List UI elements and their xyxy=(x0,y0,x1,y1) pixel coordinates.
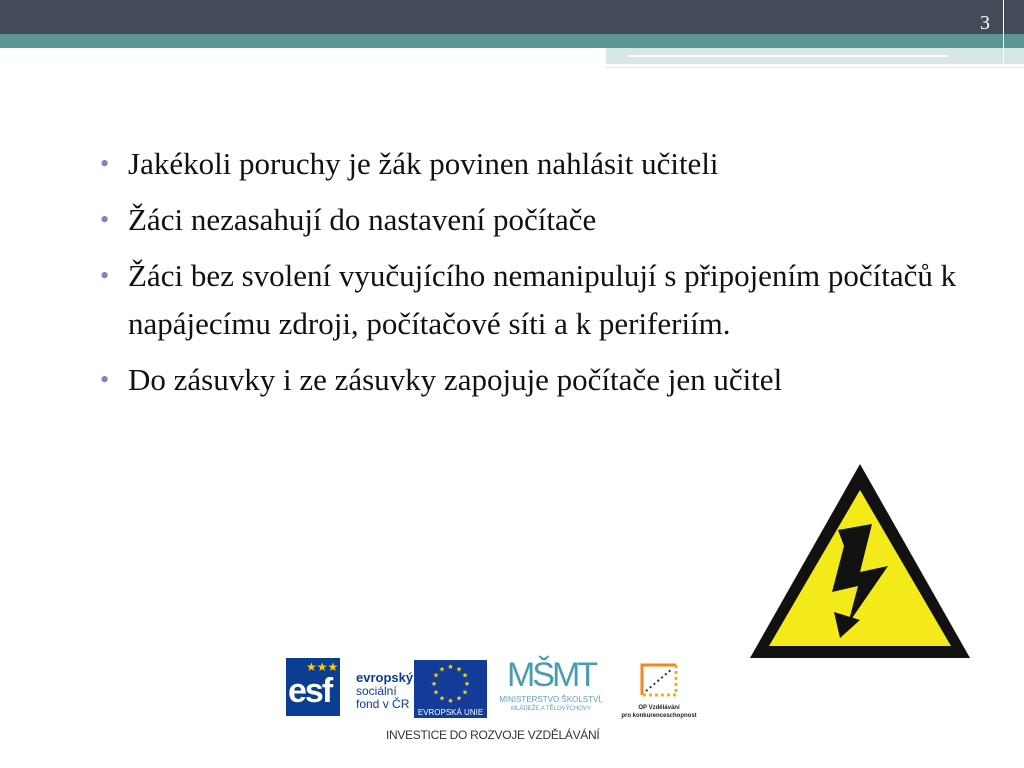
svg-text:★: ★ xyxy=(461,671,469,680)
stars-icon: ★★★ xyxy=(306,660,339,674)
op-emblem-icon xyxy=(634,659,684,699)
svg-text:★: ★ xyxy=(461,688,469,697)
svg-text:★: ★ xyxy=(432,688,440,697)
esf-line3: fond v ČR xyxy=(356,697,410,711)
msmt-logo xyxy=(496,655,606,713)
esf-letters: esf xyxy=(288,672,332,710)
svg-text:★: ★ xyxy=(447,697,454,705)
high-voltage-warning-icon xyxy=(748,462,972,667)
slide-content xyxy=(98,140,978,412)
svg-text:★: ★ xyxy=(430,680,438,688)
bullet-list xyxy=(98,140,978,404)
investice-caption: INVESTICE DO ROZVOJE VZDĚLÁVÁNÍ xyxy=(386,728,600,742)
svg-text:★: ★ xyxy=(455,665,463,674)
msmt-line2: MLÁDEŽE A TĚLOVÝCHOVY xyxy=(511,706,591,712)
eu-flag-icon xyxy=(414,660,487,708)
op-logo xyxy=(618,659,700,720)
bullet-item: • Do zásuvky i ze zásuvky zapojuje počítače jen učitel xyxy=(98,356,978,404)
esf-logo xyxy=(286,658,340,716)
slide-number: 3 xyxy=(980,12,990,34)
op-line1: OP Vzdělávání xyxy=(638,705,680,711)
header-accent-line xyxy=(628,55,948,57)
eu-caption: EVROPSKÁ UNIE xyxy=(414,708,487,718)
header-accent-line-lower xyxy=(606,64,1024,67)
header-divider xyxy=(1003,0,1004,70)
svg-text:★: ★ xyxy=(455,694,463,703)
esf-line2: sociální xyxy=(356,684,397,698)
bullet-item: • Žáci bez svolení vyučujícího nemanipulují s připojením počítačů k napájecímu zdroji, počítačové síti a k periferiím. xyxy=(98,252,978,348)
svg-text:★: ★ xyxy=(432,671,440,680)
esf-caption xyxy=(356,671,413,711)
svg-text:★: ★ xyxy=(438,694,446,703)
svg-text:★: ★ xyxy=(438,665,446,674)
msmt-line1: MINISTERSTVO ŠKOLSTVÍ, xyxy=(499,695,603,704)
bullet-item: • Jakékoli poruchy je žák povinen nahlásit učiteli xyxy=(98,140,978,188)
bullet-item: • Žáci nezasahují do nastavení počítače xyxy=(98,196,978,244)
header-bar xyxy=(0,0,1024,34)
svg-text:★: ★ xyxy=(463,680,471,688)
header-accent-bar xyxy=(0,34,1024,48)
msmt-mark: MŠMT xyxy=(506,656,596,694)
svg-text:★: ★ xyxy=(447,663,454,671)
op-line2: pro konkurenceschopnost xyxy=(621,713,697,719)
esf-line1: evropský xyxy=(356,670,414,685)
funding-logos xyxy=(286,655,726,750)
